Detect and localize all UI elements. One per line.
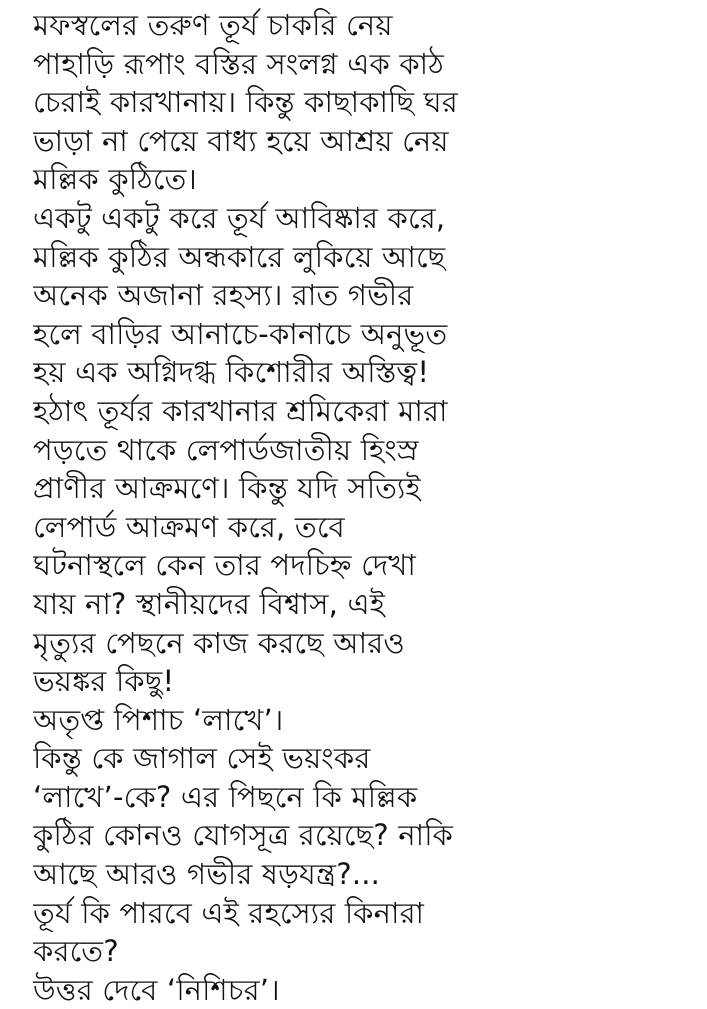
text-line: ঘটনাস্থলে কেন তার পদচিহ্ন দেখা: [33, 548, 416, 583]
text-line: উত্তর দেবে ‘নিশিচর’।: [33, 972, 280, 1007]
text-line: হয় এক অগ্নিদগ্ধ কিশোরীর অস্তিত্ব!: [33, 355, 430, 390]
blurb-text: [33, 6, 693, 1009]
text-line: তূর্য কি পারবে এই রহস্যের কিনারা: [33, 895, 425, 930]
text-line: আছে আরও গভীর ষড়যন্ত্র?...: [33, 857, 381, 892]
text-line: মৃত্যুর পেছনে কাজ করছে আরও: [33, 625, 405, 660]
text-line: একটু একটু করে তূর্য আবিষ্কার করে,: [33, 200, 446, 235]
text-line: চেরাই কারখানায়। কিন্তু কাছাকাছি ঘর: [33, 85, 458, 120]
text-line: অতৃপ্ত পিশাচ ‘লাখে’।: [33, 702, 284, 737]
text-line: হঠাৎ তূর্যর কারখানার শ্রমিকেরা মারা: [33, 393, 448, 428]
text-line: করতে?: [33, 934, 119, 969]
text-line: অনেক অজানা রহস্য। রাত গভীর: [33, 278, 414, 313]
text-line: মল্লিক কুঠির অন্ধকারে লুকিয়ে আছে: [33, 239, 446, 274]
text-line: পাহাড়ি রূপাং বস্তির সংলগ্ন এক কাঠ: [33, 46, 444, 81]
text-line: কিন্তু কে জাগাল সেই ভয়ংকর: [33, 741, 371, 776]
text-line: ভয়ঙ্কর কিছু!: [33, 664, 175, 699]
text-line: হলে বাড়ির আনাচে-কানাচে অনুভূত: [33, 316, 448, 351]
text-line: প্রাণীর আক্রমণে। কিন্তু যদি সত্যিই: [33, 471, 421, 506]
text-line: ‘লাখে’-কে? এর পিছনে কি মল্লিক: [33, 779, 418, 814]
text-line: কুঠির কোনও যোগসূত্র রয়েছে? নাকি: [33, 818, 453, 853]
text-line: মফস্বলের তরুণ তূর্য চাকরি নেয়: [33, 8, 393, 42]
text-line: যায় না? স্থানীয়দের বিশ্বাস, এই: [33, 586, 386, 621]
text-line: মল্লিক কুঠিতে।: [33, 162, 198, 197]
text-line: লেপার্ড আক্রমণ করে, তবে: [33, 509, 345, 544]
text-line: পড়তে থাকে লেপার্ডজাতীয় হিংস্র: [33, 432, 419, 467]
text-line: ভাড়া না পেয়ে বাধ্য হয়ে আশ্রয় নেয়: [33, 123, 449, 158]
